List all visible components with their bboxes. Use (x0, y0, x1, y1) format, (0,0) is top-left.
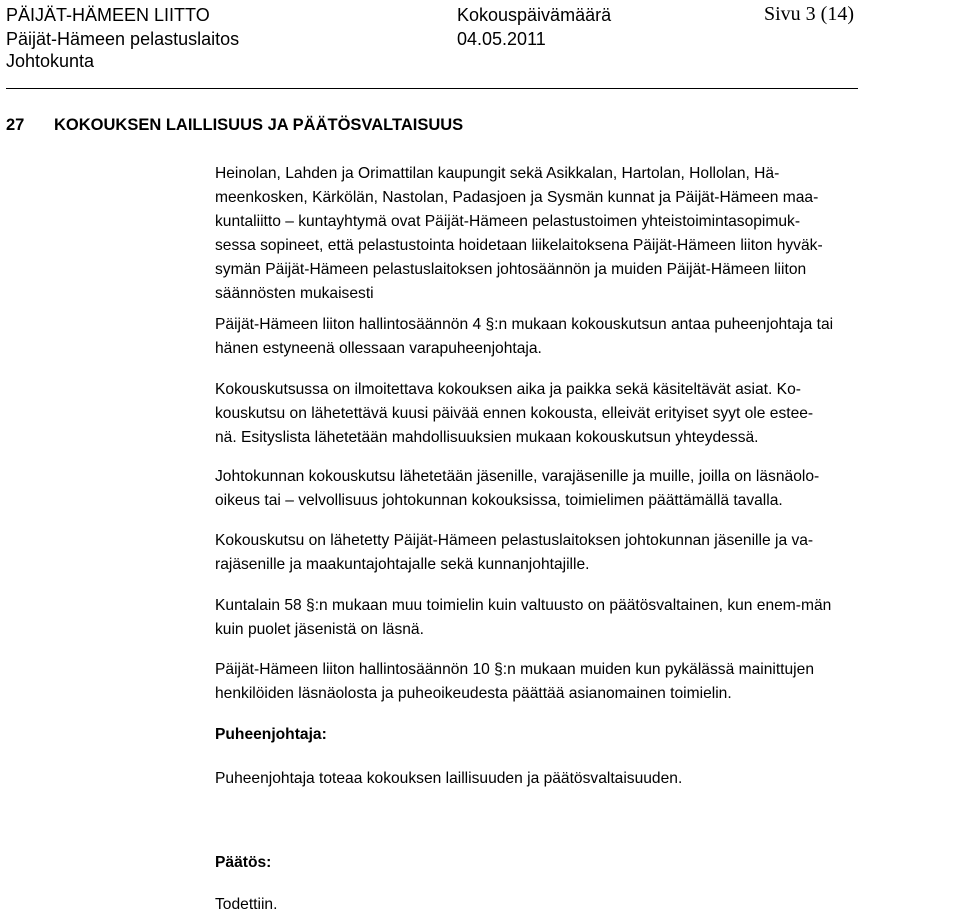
header-divider (6, 88, 858, 89)
paragraph-line: nä. Esityslista lähetetään mahdollisuuksien mukaan kokouskutsun yhteydessä. (215, 429, 759, 446)
paragraph-line: Kuntalain 58 §:n mukaan muu toimielin kuin valtuusto on päätösvaltainen, kun enem-män (215, 597, 832, 614)
paragraph-6 (215, 594, 960, 642)
chair-heading: Puheenjohtaja: (215, 726, 327, 743)
org-name: PÄIJÄT-HÄMEEN LIITTO (6, 5, 210, 25)
sub-org-name: Päijät-Hämeen pelastuslaitos (6, 29, 240, 49)
decision-text: Todettiin. (215, 896, 278, 913)
paragraph-2 (215, 313, 960, 361)
paragraph-5 (215, 529, 960, 577)
paragraph-line: kuin puolet jäsenistä on läsnä. (215, 621, 424, 638)
paragraph-4 (215, 465, 960, 513)
decision-heading: Päätös: (215, 854, 272, 871)
paragraph-line: Heinolan, Lahden ja Orimattilan kaupungit sekä Asikkalan, Hartolan, Hollolan, Hä- (215, 165, 780, 182)
paragraph-line: Kokouskutsu on lähetetty Päijät-Hämeen pelastuslaitoksen johtokunnan jäsenille ja va- (215, 532, 814, 549)
paragraph-line: sessa sopineet, että pelastustointa hoidetaan liikelaitoksena Päijät-Hämeen liiton hyväk- (215, 237, 823, 254)
paragraph-1 (215, 162, 960, 306)
paragraph-line: kuntaliitto – kuntayhtymä ovat Päijät-Hämeen pelastustoimen yhteistoimintasopimuk- (215, 213, 801, 230)
paragraph-3 (215, 378, 960, 450)
meeting-date: 04.05.2011 (457, 29, 546, 49)
paragraph-line: henkilöiden läsnäolosta ja puheoikeudesta päättää asianomainen toimielin. (215, 685, 732, 702)
paragraph-line: oikeus tai – velvollisuus johtokunnan kokouksissa, toimielimen päättämällä tavalla. (215, 492, 783, 509)
paragraph-line: Kokouskutsussa on ilmoitettava kokouksen aika ja paikka sekä käsiteltävät asiat. Ko- (215, 381, 801, 398)
body-name: Johtokunta (6, 51, 95, 71)
paragraph-7 (215, 658, 960, 706)
paragraph-line: Päijät-Hämeen liiton hallintosäännön 4 §:n mukaan kokouskutsun antaa puheenjohtaja tai (215, 316, 834, 333)
chair-text: Puheenjohtaja toteaa kokouksen laillisuuden ja päätösvaltaisuuden. (215, 770, 683, 787)
paragraph-line: symän Päijät-Hämeen pelastuslaitoksen johtosäännön ja muiden Päijät-Hämeen liiton (215, 261, 807, 278)
paragraph-line: kouskutsu on lähetettävä kuusi päivää ennen kokousta, elleivät erityiset syyt ole estee- (215, 405, 814, 422)
section-title (6, 114, 463, 136)
paragraph-line: rajäsenille ja maakuntajohtajalle sekä kunnanjohtajille. (215, 556, 590, 573)
paragraph-line: hänen estyneenä ollessaan varapuheenjohtaja. (215, 340, 542, 357)
section-title-text: KOKOUKSEN LAILLISUUS JA PÄÄTÖSVALTAISUUS (54, 116, 464, 134)
date-label: Kokouspäivämäärä (457, 5, 612, 25)
paragraph-line: Johtokunnan kokouskutsu lähetetään jäsenille, varajäsenille ja muille, joilla on läsnäolo- (215, 468, 820, 485)
paragraph-line: säännösten mukaisesti (215, 285, 374, 302)
page-number: Sivu 3 (14) (764, 3, 854, 25)
paragraph-line: meenkosken, Kärkölän, Nastolan, Padasjoen ja Sysmän kunnat ja Päijät-Hämeen maa- (215, 189, 819, 206)
paragraph-line: Päijät-Hämeen liiton hallintosäännön 10 §:n mukaan muiden kun pykälässä mainittujen (215, 661, 814, 678)
section-number: 27 (6, 116, 25, 134)
